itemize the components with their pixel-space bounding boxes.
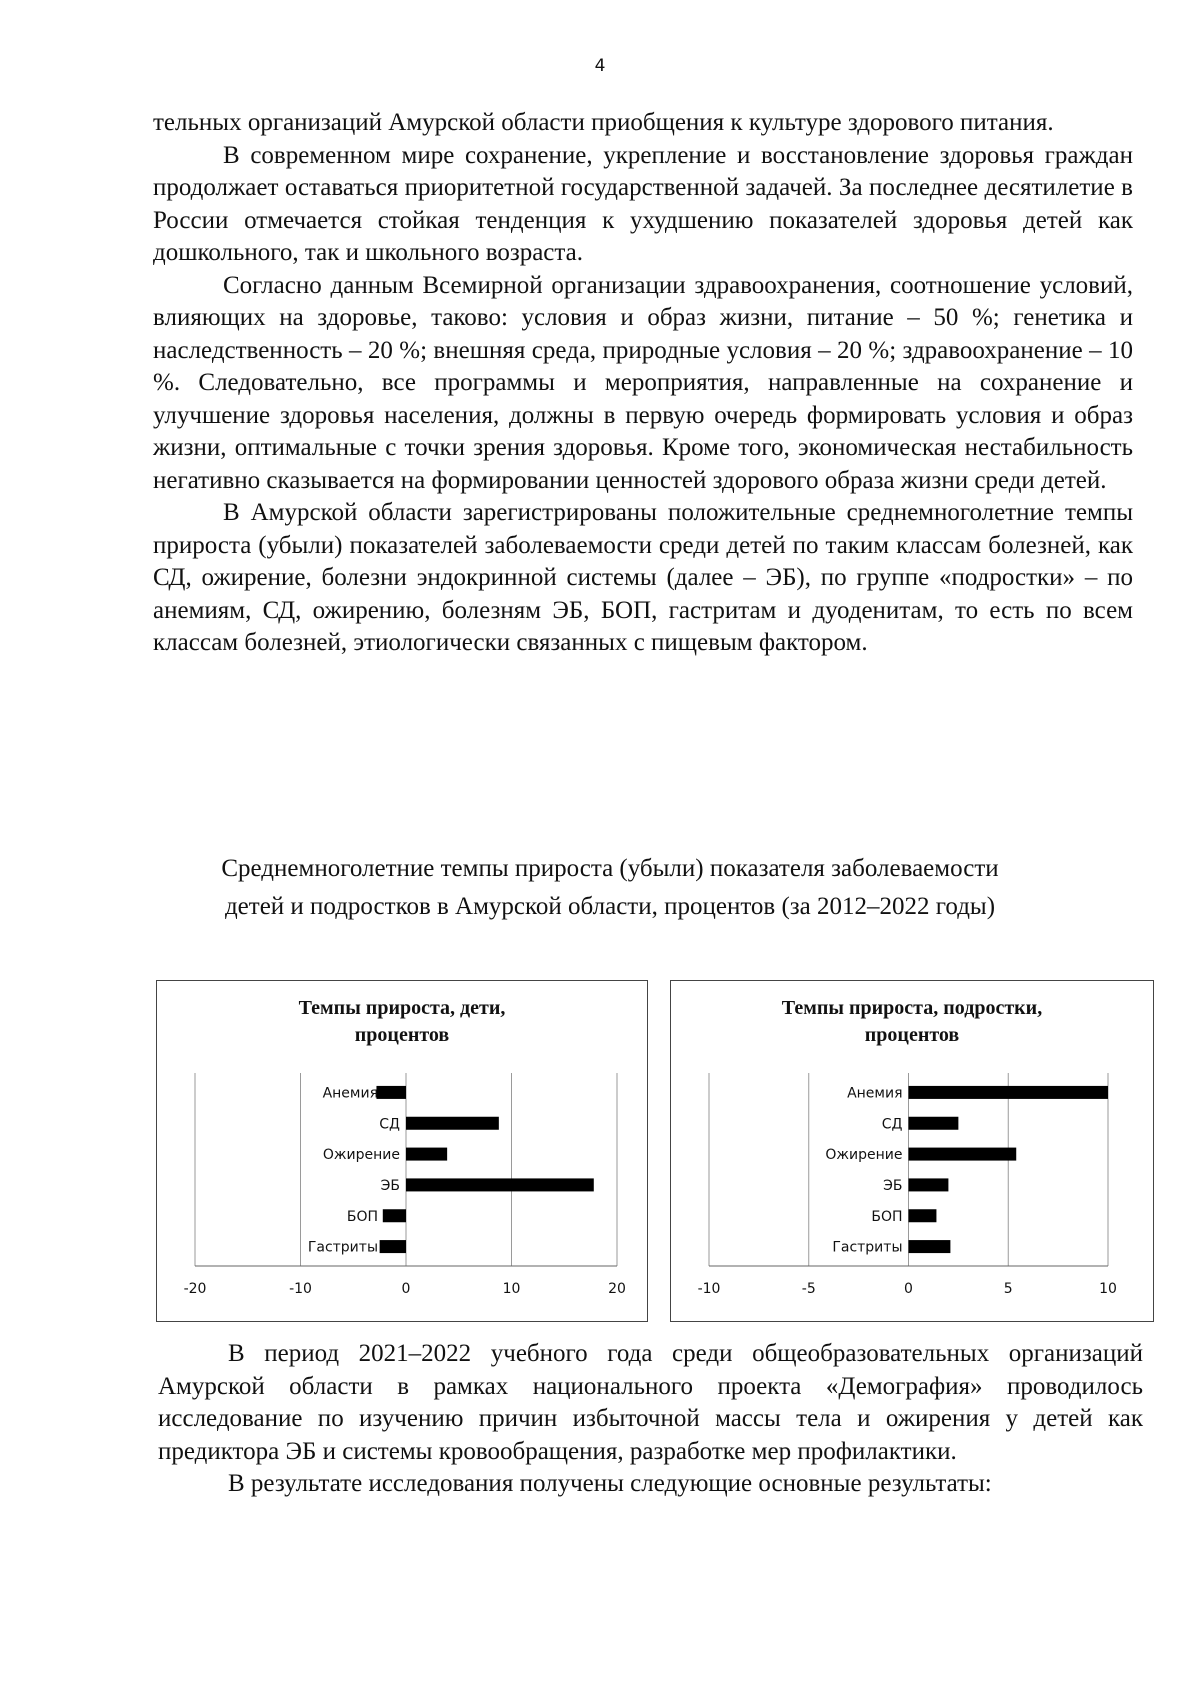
tick-label: 20 [608,1281,626,1297]
figure-caption-line: детей и подростков в Амурской области, процентов (за 2012–2022 годы) [224,893,996,920]
category-label: СД [379,1116,400,1133]
chart-title-line: процентов [864,1024,960,1046]
bar [383,1209,406,1222]
chart-children [156,980,648,1322]
tick-label: -20 [183,1281,207,1297]
chart-plot [157,981,647,1321]
tick-label: 5 [1003,1281,1013,1297]
chart-teens [670,980,1154,1322]
bar [909,1086,1109,1099]
tick-label: -5 [801,1281,816,1297]
figure-caption-line: Среднемноголетние темпы прироста (убыли) показателя заболеваемости [221,855,999,882]
bar [909,1209,937,1222]
bar [380,1240,406,1253]
category-label: СД [881,1116,903,1133]
category-label: Ожирение [825,1147,903,1164]
tick-label: -10 [289,1281,312,1297]
bar [406,1178,594,1191]
body-text-lower [158,1338,1143,1501]
bar [909,1148,1017,1161]
chart-plot [671,981,1153,1321]
category-label: Гастриты [307,1239,378,1256]
paragraph: тельных организаций Амурской области приобщения к культуре здорового питания. [153,109,1054,136]
paragraph: В результате исследования получены следующие основные результаты: [228,1470,992,1497]
chart-title-line: процентов [354,1024,450,1046]
paragraph: В современном мире сохранение, укрепление и восстановление здоровья граждан продолжает оставаться приоритетной государственной задачей. За последнее десятилетие в России отмечается стойкая тенденция к ухудшению показателей здоровья детей как дошкольного, так и школьного возраста. [153,141,1133,266]
body-text-upper [153,107,1133,660]
figure-caption [120,850,1100,926]
bar [909,1240,951,1253]
category-label: Ожирение [322,1147,400,1164]
bar [406,1117,499,1130]
category-label: ЭБ [883,1177,903,1194]
category-label: ЭБ [380,1177,400,1194]
chart-title-line: Темпы прироста, подростки, [781,997,1043,1019]
page-number: 4 [594,56,606,76]
paragraph: Согласно данным Всемирной организации здравоохранения, соотношение условий, влияющих на здоровье, таково: условия и образ жизни, питание – 50 %; генетика и наследственность – 20 %; внешняя среда, природные условия – 20 %; здравоохранение – 10 %. Следовательно, все программы и мероприятия, направленные на сохранение и улучшение здоровья населения, должны в первую очередь формировать условия и образ жизни, оптимальные с точки зрения здоровья. Кроме того, экономическая нестабильность негативно сказывается на формировании ценностей здорового образа жизни среди детей. [153,271,1133,494]
bar [909,1178,949,1191]
bar [406,1148,447,1161]
category-label: БОП [871,1208,903,1225]
paragraph: В период 2021–2022 учебного года среди общеобразовательных организаций Амурской области в рамках национального проекта «Демография» проводилось исследование по изучению причин избыточной массы тела и ожирения у детей как предиктора ЭБ и системы кровообращения, разработке мер профилактики. [158,1340,1143,1465]
chart-title-line: Темпы прироста, дети, [298,997,506,1019]
tick-label: 10 [502,1281,521,1297]
category-label: Гастриты [832,1239,903,1256]
tick-label: -10 [697,1281,721,1297]
bar [909,1117,959,1130]
category-label: Анемия [847,1085,903,1102]
tick-label: 10 [1099,1281,1117,1297]
bar [376,1086,406,1099]
tick-label: 0 [401,1281,411,1297]
category-label: БОП [346,1208,378,1225]
tick-label: 0 [904,1281,913,1297]
category-label: Анемия [322,1085,378,1102]
paragraph: В Амурской области зарегистрированы положительные среднемноголетние темпы прироста (убыли) показателей заболеваемости среди детей по таким классам болезней, как СД, ожирение, болезни эндокринной системы (далее – ЭБ), по группе «подростки» – по анемиям, СД, ожирению, болезням ЭБ, БОП, гастритам и дуоденитам, то есть по всем классам болезней, этиологически связанных с пищевым фактором. [153,499,1133,656]
